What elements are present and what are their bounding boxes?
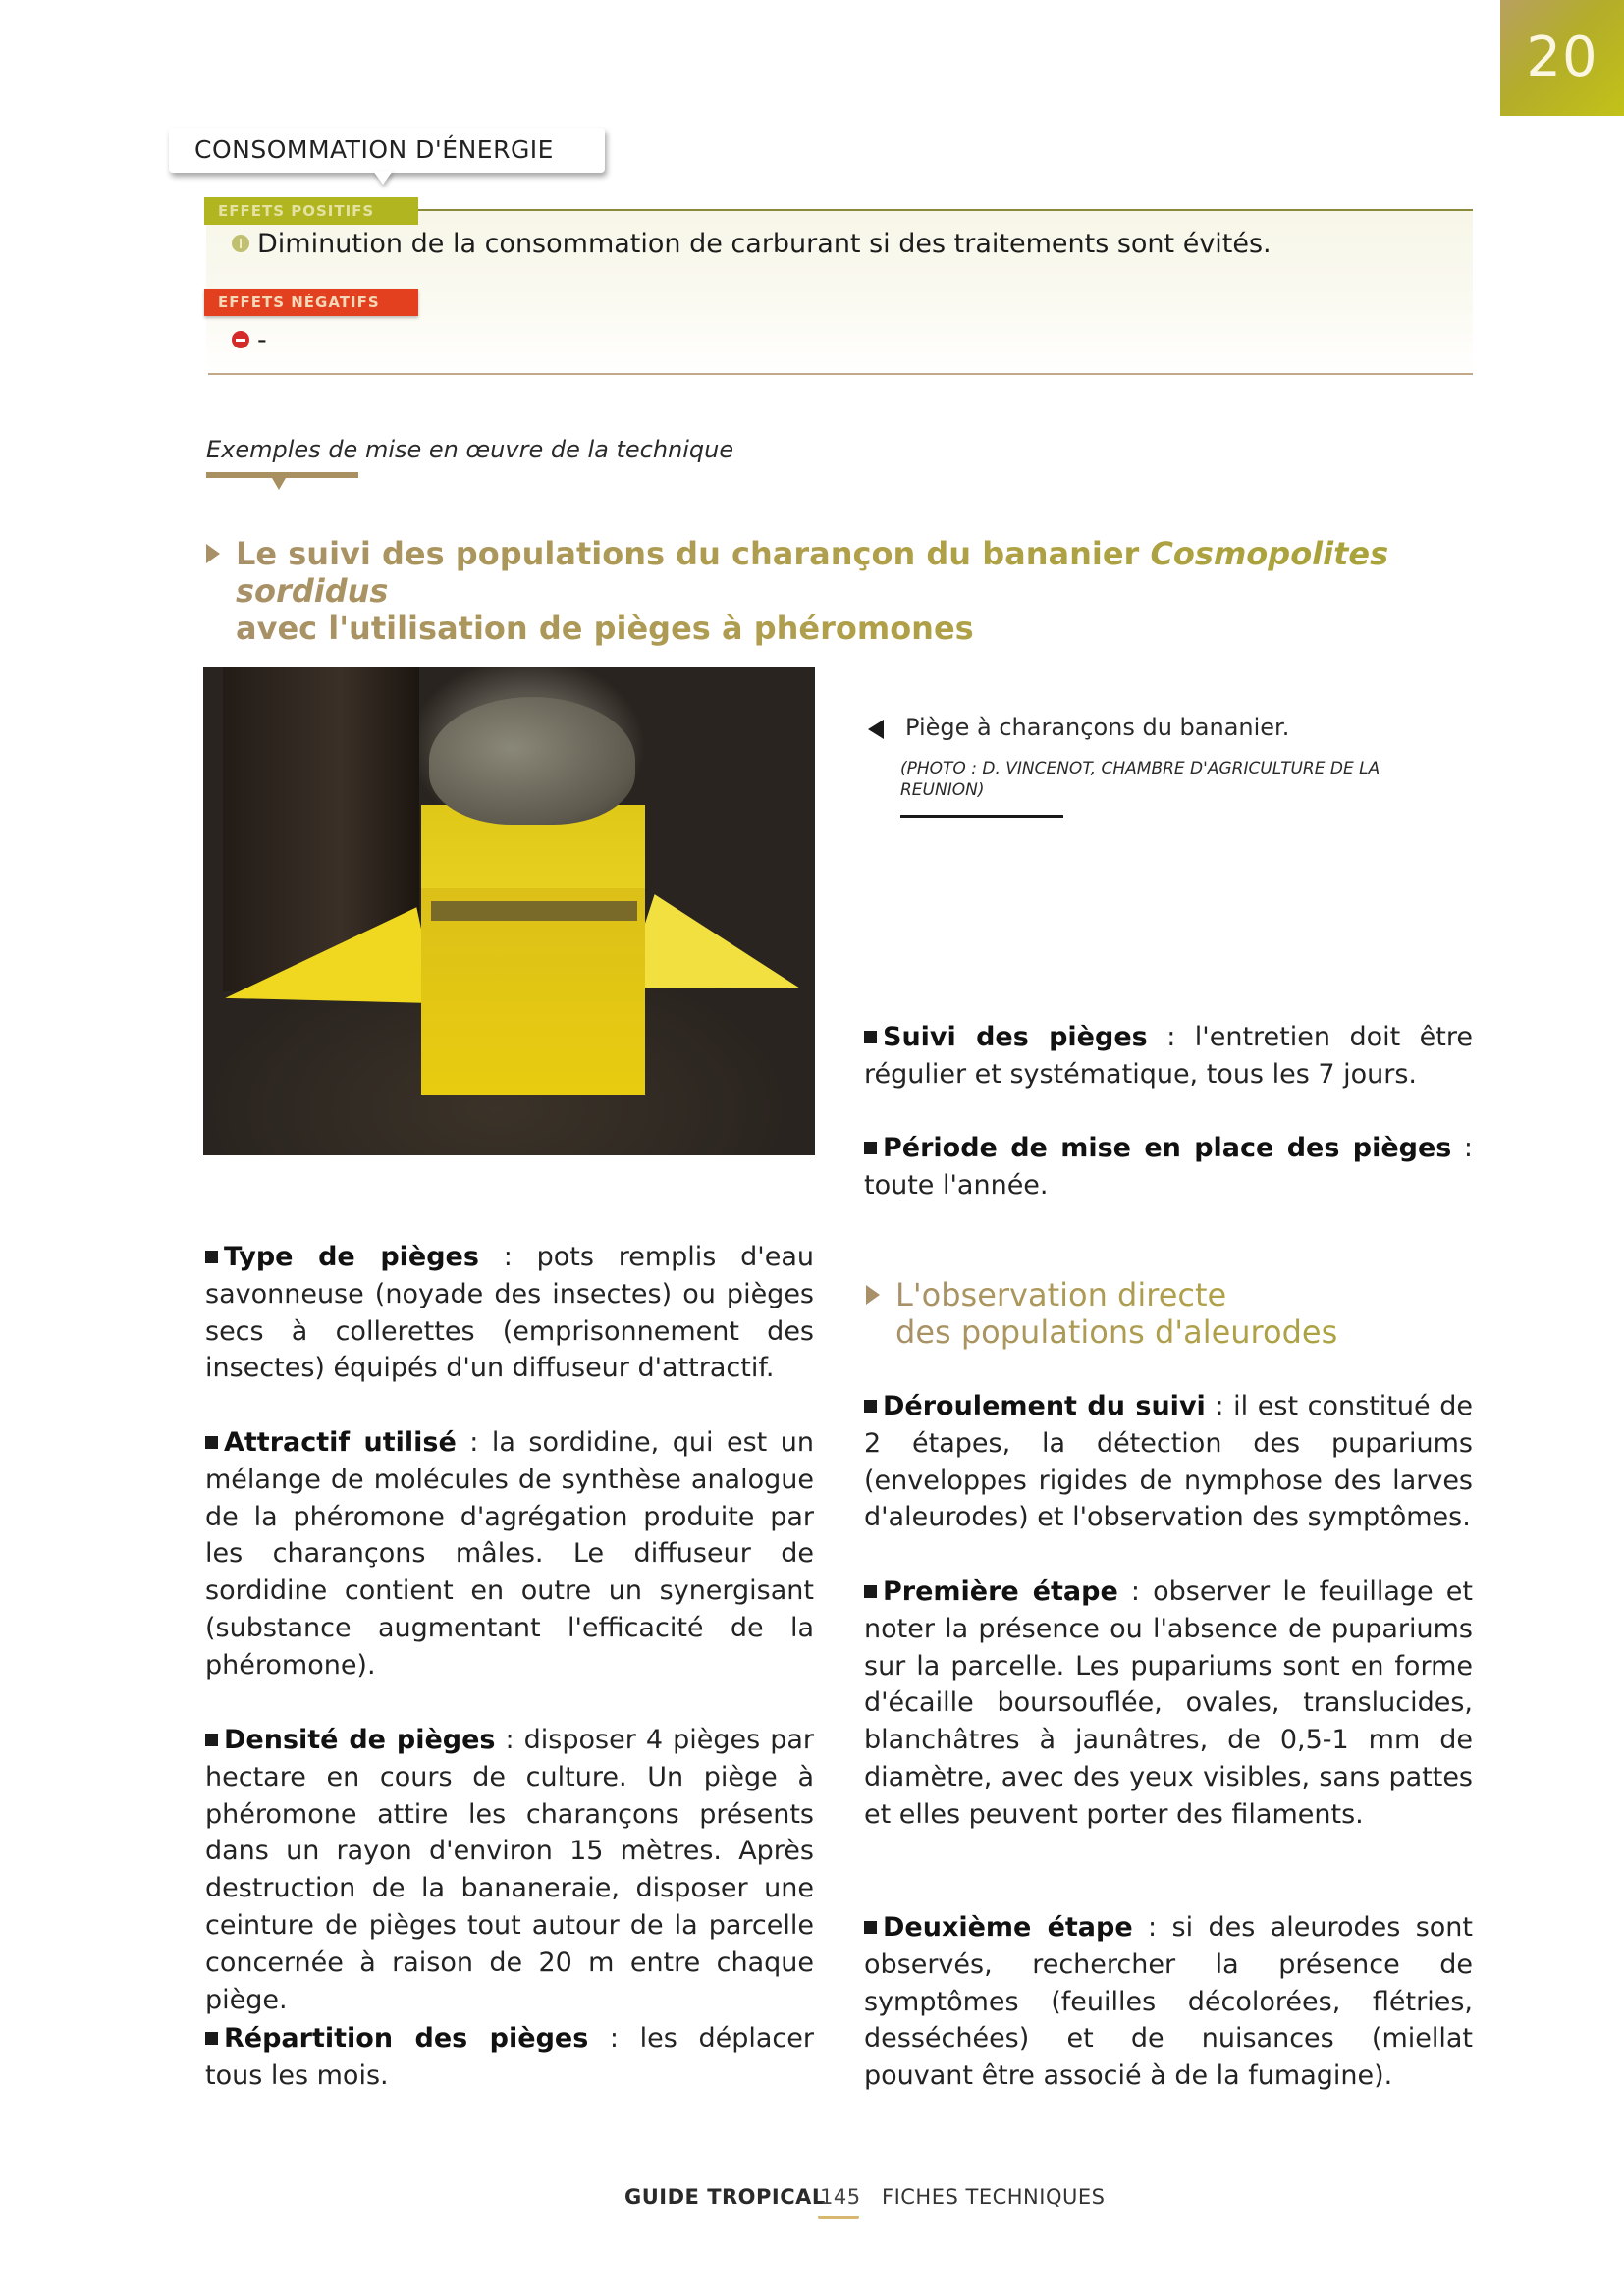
paragraph-trap-type xyxy=(205,1239,814,1387)
trap-photo xyxy=(203,667,815,1155)
paragraph-text: : disposer 4 pièges par hectare en cours de culture. Un piège à phéromone attire les charançons présents dans un rayon d'environ 15 mètres. Après destruction de la bananeraie, disposer une ceinture de pièges tout autour de la parcelle concernée à raison de 20 m entre chaque piège. xyxy=(205,1725,814,2015)
paragraph-trap-distribution xyxy=(205,2020,814,2095)
paragraph-label: Répartition des pièges xyxy=(224,2023,589,2054)
paragraph-first-step xyxy=(864,1574,1473,1834)
triangle-right-icon xyxy=(206,544,220,563)
heading-1-species: Cosmopolites sordidus xyxy=(236,535,1389,610)
chapter-badge: 20 xyxy=(1500,0,1624,116)
footer-guide-title: GUIDE TROPICAL xyxy=(624,2185,826,2209)
effects-divider-bottom xyxy=(208,373,1473,375)
photo-rock xyxy=(429,697,635,825)
effects-divider-top xyxy=(417,209,1473,211)
paragraph-trap-period xyxy=(864,1130,1473,1204)
heading-1-line2: avec l'utilisation de pièges à phéromones xyxy=(236,610,974,647)
positive-effect-text: Diminution de la consommation de carburant si des traitements sont évités. xyxy=(257,229,1272,259)
paragraph-text: : pots remplis d'eau savonneuse (noyade des insectes) ou pièges secs à collerettes (emprisonnement des insectes) équipés d'un diffuseur d'attractif. xyxy=(205,1242,814,1384)
examples-pointer xyxy=(272,478,286,490)
paragraph-label: Déroulement du suivi xyxy=(883,1391,1206,1421)
section-header: CONSOMMATION D'ÉNERGIE xyxy=(169,128,605,173)
photo-caption: Piège à charançons du bananier. xyxy=(905,714,1290,741)
paragraph-text: : les déplacer tous les mois. xyxy=(205,2023,814,2091)
heading-weevil-monitoring xyxy=(236,535,1473,647)
paragraph-label: Période de mise en place des pièges xyxy=(883,1133,1452,1163)
paragraph-text: : la sordidine, qui est un mélange de molécules de synthèse analogue de la phéromone d'agrégation produite par les charançons mâles. Le diffuseur de sordidine contient en outre un synergisant (substance augmentant l'efficacité de la phéromone). xyxy=(205,1427,814,1681)
paragraph-second-step xyxy=(864,1909,1473,2095)
square-bullet-icon xyxy=(864,1921,877,1934)
positive-effect-item xyxy=(232,228,1272,261)
paragraph-trap-monitoring xyxy=(864,1019,1473,1094)
square-bullet-icon xyxy=(864,1031,877,1043)
triangle-right-icon xyxy=(866,1285,880,1305)
photo-trap-slot xyxy=(431,901,637,921)
paragraph-label: Attractif utilisé xyxy=(224,1427,457,1458)
photo-credit: (PHOTO : D. VINCENOT, CHAMBRE D'AGRICULTURE DE LA REUNION) xyxy=(900,759,1380,800)
square-bullet-icon xyxy=(205,1734,218,1746)
positive-effects-badge: EFFETS POSITIFS xyxy=(204,197,418,225)
paragraph-label: Première étape xyxy=(883,1576,1118,1607)
paragraph-monitoring-process xyxy=(864,1388,1473,1536)
paragraph-text: : observer le feuillage et noter la présence ou l'absence de pupariums sur la parcelle. Les pupariums sont en forme d'écaille boursouflée, ovales, translucides, blanchâtres à jaunâtres, de 0,5-1 mm de diamètre, avec des yeux visibles, sans pattes et elles peuvent porter des filaments. xyxy=(864,1576,1473,1830)
paragraph-label: Type de pièges xyxy=(224,1242,479,1272)
square-bullet-icon xyxy=(864,1142,877,1154)
square-bullet-icon xyxy=(205,1251,218,1263)
heading-2-line1: L'observation directe xyxy=(895,1276,1227,1313)
paragraph-label: Densité de pièges xyxy=(224,1725,496,1755)
triangle-left-icon xyxy=(868,720,884,739)
paragraph-text: : toute l'année. xyxy=(864,1133,1473,1201)
negative-effect-item xyxy=(232,324,267,357)
section-header-pointer xyxy=(373,171,393,185)
square-bullet-icon xyxy=(864,1400,877,1413)
square-bullet-icon xyxy=(205,2032,218,2045)
negative-effects-badge: EFFETS NÉGATIFS xyxy=(204,289,418,316)
minus-circle-icon xyxy=(232,331,249,348)
square-bullet-icon xyxy=(864,1585,877,1598)
negative-effect-text: - xyxy=(257,325,267,355)
footer-page-number: 145 xyxy=(820,2185,861,2209)
plus-circle-icon xyxy=(232,235,249,252)
paragraph-trap-density xyxy=(205,1722,814,2018)
paragraph-text: : l'entretien doit être régulier et systématique, tous les 7 jours. xyxy=(864,1022,1473,1090)
square-bullet-icon xyxy=(205,1436,218,1449)
paragraph-attractant xyxy=(205,1424,814,1684)
paragraph-text: : il est constitué de 2 étapes, la détection des pupariums (enveloppes rigides de nymphose des larves d'aleurodes) et l'observation des symptômes. xyxy=(864,1391,1473,1533)
examples-label: Exemples de mise en œuvre de la technique xyxy=(206,436,734,463)
paragraph-text: : si des aleurodes sont observés, rechercher la présence de symptômes (feuilles décolorées, flétries, desséchées) et de nuisances (miellat pouvant être associé à de la fumagine). xyxy=(864,1912,1474,2092)
heading-2-line2: des populations d'aleurodes xyxy=(895,1313,1338,1351)
photo-trap-flap-right xyxy=(624,894,814,1040)
paragraph-label: Suivi des pièges xyxy=(883,1022,1148,1052)
paragraph-label: Deuxième étape xyxy=(883,1912,1133,1943)
page-number-underline xyxy=(818,2216,859,2219)
heading-whitefly-observation xyxy=(895,1276,1485,1351)
heading-1-text: Le suivi des populations du charançon du bananier xyxy=(236,535,1151,572)
footer-section-title: FICHES TECHNIQUES xyxy=(882,2185,1106,2209)
caption-underline xyxy=(900,815,1063,818)
